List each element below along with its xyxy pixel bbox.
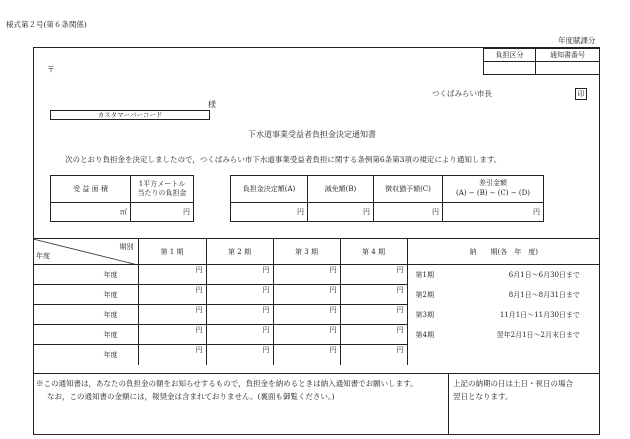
notes-vertical-divider bbox=[448, 373, 449, 435]
category-table bbox=[483, 48, 600, 75]
deadline-blank bbox=[407, 345, 600, 365]
amount-table bbox=[230, 175, 544, 222]
schedule-table bbox=[33, 238, 600, 365]
rate-label bbox=[131, 176, 194, 203]
rate-value: 円 bbox=[131, 203, 194, 222]
amount-cell: 円 bbox=[138, 325, 206, 345]
year-cell: 年度 bbox=[33, 285, 138, 305]
decided-amount-header: 負担金決定額(A) bbox=[231, 176, 308, 203]
amount-cell: 円 bbox=[340, 325, 407, 345]
schedule-corner bbox=[33, 239, 138, 265]
deferral-value: 円 bbox=[374, 203, 443, 222]
diff-header-line1: 差引金額 bbox=[479, 179, 507, 188]
reduction-header: 減免額(B) bbox=[308, 176, 374, 203]
amount-cell: 円 bbox=[340, 285, 407, 305]
document-title: 下水道事業受益者負担金決定通知書 bbox=[248, 130, 376, 139]
deadline-period: 第4期 bbox=[407, 325, 447, 345]
area-value: ㎡ bbox=[51, 203, 131, 222]
category-value bbox=[484, 62, 536, 75]
diff-value: 円 bbox=[443, 203, 544, 222]
deadline-period: 第3期 bbox=[407, 305, 447, 325]
issuer-seal: 印 bbox=[575, 88, 587, 100]
amount-cell: 円 bbox=[273, 325, 340, 345]
amount-cell: 円 bbox=[206, 345, 273, 365]
amount-cell: 円 bbox=[206, 285, 273, 305]
amount-cell: 円 bbox=[340, 305, 407, 325]
amount-cell: 円 bbox=[138, 265, 206, 285]
notice-number-header: 通知書番号 bbox=[536, 49, 600, 62]
amount-cell: 円 bbox=[206, 305, 273, 325]
period-header-2: 第 2 期 bbox=[206, 239, 273, 265]
deadline-dates: 翌年2月1日〜2月末日まで bbox=[496, 330, 580, 339]
year-cell: 年度 bbox=[33, 305, 138, 325]
amount-cell: 円 bbox=[273, 305, 340, 325]
table-row bbox=[33, 265, 600, 285]
amount-cell: 円 bbox=[138, 345, 206, 365]
year-cell: 年度 bbox=[33, 345, 138, 365]
diff-header bbox=[443, 176, 544, 203]
amount-cell: 円 bbox=[206, 265, 273, 285]
corner-year-label: 年度 bbox=[36, 252, 50, 260]
intro-text: 次のとおり負担金を決定しましたので，つくばみらい市下水道事業受益者負担に関する条例第6条第3項の規定により通知します。 bbox=[65, 155, 502, 164]
issuer-name: つくばみらい市長 bbox=[432, 89, 492, 98]
diff-header-line2: (A) − (B) − (C) − (D) bbox=[456, 189, 530, 197]
deadline-period: 第1期 bbox=[407, 265, 447, 285]
year-cell: 年度 bbox=[33, 265, 138, 285]
period-header-1: 第 1 期 bbox=[138, 239, 206, 265]
notice-number-value bbox=[536, 62, 600, 75]
table-row bbox=[33, 285, 600, 305]
note-line-1: ※この通知書は，あなたの負担金の額をお知らせするもので，負担金を納めるときは納入通知書でお願いします。 bbox=[36, 379, 418, 388]
period-header-4: 第 4 期 bbox=[340, 239, 407, 265]
amount-cell: 円 bbox=[273, 285, 340, 305]
reduction-value: 円 bbox=[308, 203, 374, 222]
notes-divider bbox=[33, 373, 600, 374]
amount-cell: 円 bbox=[138, 285, 206, 305]
deadline-header: 納 期(各 年 度) bbox=[407, 239, 600, 265]
amount-cell: 円 bbox=[340, 265, 407, 285]
customer-barcode-box bbox=[50, 110, 210, 120]
amount-cell: 円 bbox=[273, 265, 340, 285]
decided-amount-value: 円 bbox=[231, 203, 308, 222]
rate-label-line1: 1平方メートル bbox=[138, 179, 186, 188]
amount-cell: 円 bbox=[273, 345, 340, 365]
year-cell: 年度 bbox=[33, 325, 138, 345]
table-row bbox=[33, 345, 600, 365]
amount-cell: 円 bbox=[340, 345, 407, 365]
area-table bbox=[50, 175, 194, 222]
deadline-dates: 8月1日〜8月31日まで bbox=[508, 290, 580, 299]
deadline-dates: 6月1日〜6月30日まで bbox=[447, 265, 600, 285]
deferral-header: 徴収猶予額(C) bbox=[374, 176, 443, 203]
side-note-line-1: 上記の納期の日は土日・祝日の場合 bbox=[453, 379, 573, 388]
side-note-line-2: 翌日となります。 bbox=[453, 392, 513, 401]
corner-period-label: 期別 bbox=[119, 243, 134, 251]
period-header-3: 第 3 期 bbox=[273, 239, 340, 265]
area-label: 受 益 面 積 bbox=[51, 176, 131, 203]
honorific: 様 bbox=[208, 100, 216, 109]
amount-cell: 円 bbox=[206, 325, 273, 345]
customer-barcode-label: カスタマーバーコード bbox=[97, 111, 163, 119]
note-line-2: なお，この通知書の金額には，報奨金は含まれておりません。(裏面も御覧ください。) bbox=[47, 392, 335, 401]
form-number: 様式第２号(第６条関係) bbox=[6, 20, 87, 29]
postal-mark: 〒 bbox=[47, 65, 55, 74]
deadline-dates: 11月1日〜11月30日まで bbox=[499, 310, 580, 319]
amount-cell: 円 bbox=[138, 305, 206, 325]
deadline-period: 第2期 bbox=[407, 285, 447, 305]
table-row bbox=[33, 305, 600, 325]
fiscal-year-label: 年度賦課分 bbox=[558, 36, 596, 45]
table-row bbox=[33, 325, 600, 345]
category-header: 負担区分 bbox=[484, 49, 536, 62]
rate-label-line2: 当たりの負担金 bbox=[137, 189, 187, 197]
